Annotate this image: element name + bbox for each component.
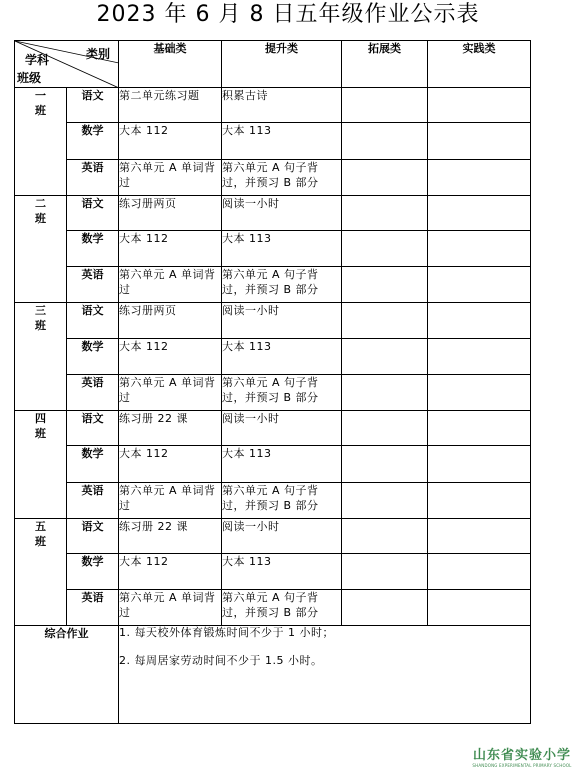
class-name-cell: 三 班 <box>15 303 67 411</box>
table-row <box>15 590 531 626</box>
homework-cell-practice <box>428 374 531 410</box>
column-header: 实践类 <box>428 41 531 88</box>
homework-cell-extend <box>342 338 428 374</box>
corner-category-label: 类别 <box>85 47 110 61</box>
homework-cell-practice <box>428 518 531 553</box>
homework-cell-basic: 第二单元练习题 <box>119 88 222 123</box>
header-row <box>15 41 531 88</box>
homework-cell-basic: 练习册两页 <box>119 303 222 338</box>
subject-cell: 数学 <box>67 446 119 482</box>
column-header: 拓展类 <box>342 41 428 88</box>
table-row <box>15 374 531 410</box>
homework-cell-basic: 大本 112 <box>119 338 222 374</box>
homework-cell-advanced: 大本 113 <box>222 446 342 482</box>
table-row <box>15 411 531 446</box>
corner-cell <box>15 41 119 88</box>
homework-cell-practice <box>428 553 531 589</box>
subject-cell: 语文 <box>67 303 119 338</box>
school-logo <box>470 748 574 769</box>
homework-table <box>14 40 531 724</box>
homework-cell-advanced: 阅读一小时 <box>222 303 342 338</box>
homework-cell-extend <box>342 446 428 482</box>
column-header: 基础类 <box>119 41 222 88</box>
table-row <box>15 88 531 123</box>
subject-cell: 数学 <box>67 338 119 374</box>
homework-cell-extend <box>342 231 428 267</box>
table-row <box>15 159 531 195</box>
subject-cell: 语文 <box>67 195 119 230</box>
homework-cell-practice <box>428 338 531 374</box>
homework-cell-practice <box>428 482 531 518</box>
school-logo-english: SHANDONG EXPERIMENTAL PRIMARY SCHOOL <box>472 763 572 768</box>
homework-cell-basic: 第六单元 A 单词背过 <box>119 374 222 410</box>
homework-cell-practice <box>428 195 531 230</box>
homework-cell-extend <box>342 303 428 338</box>
comprehensive-note: 2. 每周居家劳动时间不少于 1.5 小时。 <box>119 654 323 668</box>
homework-cell-practice <box>428 159 531 195</box>
subject-cell: 英语 <box>67 159 119 195</box>
homework-cell-advanced: 阅读一小时 <box>222 195 342 230</box>
subject-cell: 语文 <box>67 518 119 553</box>
homework-cell-practice <box>428 123 531 159</box>
subject-cell: 英语 <box>67 267 119 303</box>
homework-cell-extend <box>342 590 428 626</box>
table-row <box>15 231 531 267</box>
corner-subject-label: 学科 <box>25 53 50 67</box>
comprehensive-row <box>15 626 531 724</box>
class-name-cell: 二 班 <box>15 195 67 303</box>
homework-cell-advanced: 第六单元 A 句子背过，并预习 B 部分 <box>222 159 342 195</box>
homework-cell-basic: 大本 112 <box>119 231 222 267</box>
subject-cell: 数学 <box>67 123 119 159</box>
class-name-cell: 一 班 <box>15 88 67 196</box>
comprehensive-label: 综合作业 <box>15 626 119 724</box>
homework-cell-practice <box>428 411 531 446</box>
homework-cell-basic: 大本 112 <box>119 553 222 589</box>
homework-cell-basic: 大本 112 <box>119 123 222 159</box>
subject-cell: 数学 <box>67 231 119 267</box>
homework-cell-advanced: 大本 113 <box>222 123 342 159</box>
homework-cell-practice <box>428 303 531 338</box>
table-row <box>15 553 531 589</box>
homework-cell-extend <box>342 518 428 553</box>
homework-cell-basic: 练习册两页 <box>119 195 222 230</box>
homework-cell-basic: 第六单元 A 单词背过 <box>119 590 222 626</box>
homework-cell-extend <box>342 553 428 589</box>
page-title: 2023 年 6 月 8 日五年级作业公示表 <box>96 2 480 27</box>
homework-cell-basic: 第六单元 A 单词背过 <box>119 482 222 518</box>
homework-cell-basic: 练习册 22 课 <box>119 411 222 446</box>
school-logo-name: 山东省实验小学 <box>472 748 571 763</box>
class-name-cell: 五 班 <box>15 518 67 626</box>
homework-cell-extend <box>342 195 428 230</box>
homework-cell-practice <box>428 446 531 482</box>
homework-cell-practice <box>428 590 531 626</box>
homework-cell-advanced: 大本 113 <box>222 338 342 374</box>
homework-cell-basic: 练习册 22 课 <box>119 518 222 553</box>
homework-cell-advanced: 大本 113 <box>222 553 342 589</box>
table-row <box>15 123 531 159</box>
table-row <box>15 338 531 374</box>
subject-cell: 英语 <box>67 374 119 410</box>
homework-cell-basic: 大本 112 <box>119 446 222 482</box>
class-name-cell: 四 班 <box>15 411 67 519</box>
homework-cell-advanced: 大本 113 <box>222 231 342 267</box>
homework-cell-advanced: 第六单元 A 句子背过，并预习 B 部分 <box>222 267 342 303</box>
homework-cell-basic: 第六单元 A 单词背过 <box>119 159 222 195</box>
table-row <box>15 195 531 230</box>
homework-cell-extend <box>342 88 428 123</box>
homework-cell-advanced: 阅读一小时 <box>222 518 342 553</box>
homework-cell-basic: 第六单元 A 单词背过 <box>119 267 222 303</box>
homework-cell-extend <box>342 267 428 303</box>
subject-cell: 语文 <box>67 411 119 446</box>
homework-cell-extend <box>342 411 428 446</box>
homework-cell-extend <box>342 159 428 195</box>
comprehensive-notes <box>119 626 531 724</box>
homework-cell-advanced: 第六单元 A 句子背过，并预习 B 部分 <box>222 590 342 626</box>
homework-cell-advanced: 第六单元 A 句子背过，并预习 B 部分 <box>222 374 342 410</box>
homework-cell-advanced: 积累古诗 <box>222 88 342 123</box>
homework-cell-practice <box>428 231 531 267</box>
homework-cell-advanced: 阅读一小时 <box>222 411 342 446</box>
table-row <box>15 482 531 518</box>
homework-cell-practice <box>428 267 531 303</box>
table-row <box>15 518 531 553</box>
column-header: 提升类 <box>222 41 342 88</box>
homework-cell-extend <box>342 482 428 518</box>
subject-cell: 英语 <box>67 590 119 626</box>
table-row <box>15 303 531 338</box>
table-row <box>15 267 531 303</box>
homework-cell-advanced: 第六单元 A 句子背过，并预习 B 部分 <box>222 482 342 518</box>
subject-cell: 数学 <box>67 553 119 589</box>
subject-cell: 英语 <box>67 482 119 518</box>
homework-cell-practice <box>428 88 531 123</box>
subject-cell: 语文 <box>67 88 119 123</box>
homework-cell-extend <box>342 123 428 159</box>
corner-class-label: 班级 <box>17 71 42 85</box>
comprehensive-note: 1. 每天校外体育锻炼时间不少于 1 小时； <box>119 626 334 640</box>
homework-cell-extend <box>342 374 428 410</box>
table-row <box>15 446 531 482</box>
